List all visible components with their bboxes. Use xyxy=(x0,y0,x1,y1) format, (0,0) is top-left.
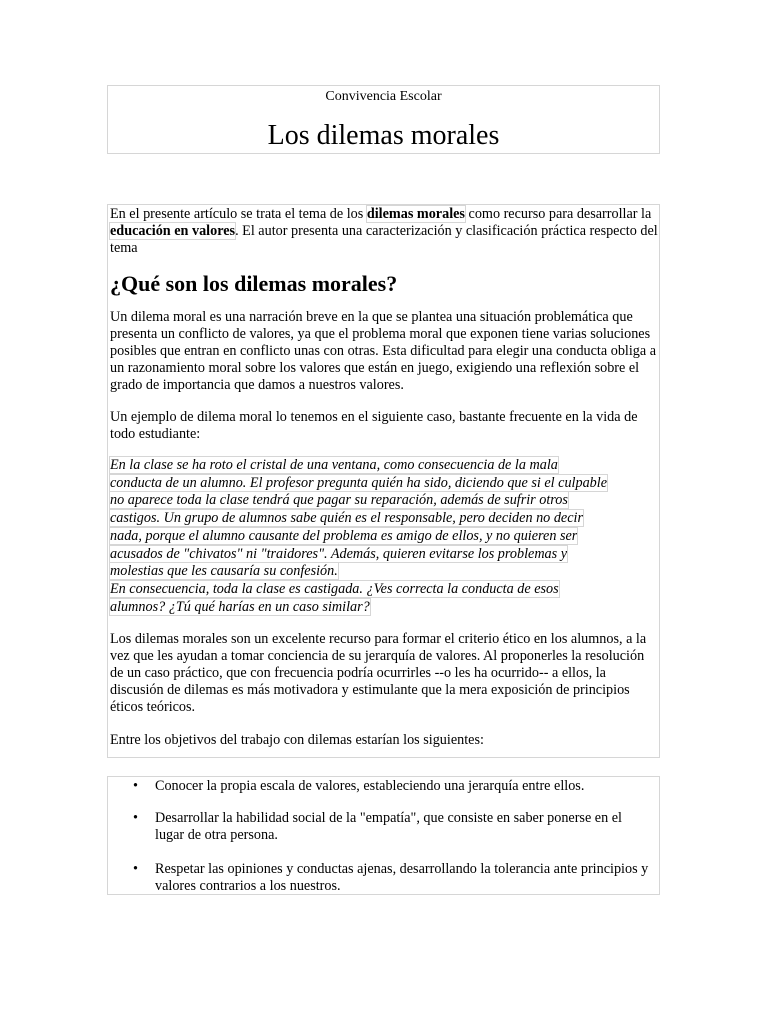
article-box xyxy=(107,204,660,758)
intro-paragraph xyxy=(110,206,658,257)
header-box xyxy=(107,85,660,154)
section-heading: ¿Qué son los dilemas morales? xyxy=(110,271,398,296)
list-item-text: Desarrollar la habilidad social de la "empatía", que consiste en saber ponerse en el lugar de otra persona. xyxy=(155,810,622,843)
section-kicker: Convivencia Escolar xyxy=(325,89,442,104)
benefits-paragraph: Los dilemas morales son un excelente recurso para formar el criterio ético en los alumnos, a la vez que les ayudan a tomar conciencia de su jerarquía de valores. Al proponerles la resolución de un caso práctico, que con frecuencia podría ocurrirles --o les ha ocurrido-- a ellos, la discusión de dilemas es más motivadora y estimulante que la mera exposición de principios éticos teóricos. xyxy=(110,631,647,716)
list-item-text: Respetar las opiniones y conductas ajenas, desarrollando la tolerancia ante principios y valores contrarios a los nuestros. xyxy=(155,861,649,894)
example-line: alumnos? ¿Tú qué harías en un caso similar? xyxy=(110,598,370,615)
example-intro-paragraph: Un ejemplo de dilema moral lo tenemos en el siguiente caso, bastante frecuente en la vida de todo estudiante: xyxy=(110,409,638,442)
list-item-text: Conocer la propia escala de valores, estableciendo una jerarquía entre ellos. xyxy=(155,778,585,794)
page-title: Los dilemas morales xyxy=(267,120,500,151)
bullet-icon: • xyxy=(133,810,138,826)
objectives-intro-paragraph: Entre los objetivos del trabajo con dilemas estarían los siguientes: xyxy=(110,732,484,749)
example-line: En la clase se ha roto el cristal de una ventana, como consecuencia de la mala xyxy=(110,457,558,473)
intro-text-1: En el presente artículo se trata el tema de los xyxy=(110,206,367,222)
example-line: En consecuencia, toda la clase es castigada. ¿Ves correcta la conducta de esos xyxy=(110,580,559,597)
intro-text-2: como recurso para desarrollar la xyxy=(464,206,652,222)
example-line: acusados de "chivatos" ni "traidores". Además, quieren evitarse los problemas y xyxy=(110,545,568,562)
example-quote xyxy=(110,457,658,616)
bullet-icon: • xyxy=(133,778,138,794)
example-line: nada, porque el alumno causante del problema es amigo de ellos, y no quieren ser xyxy=(110,527,578,544)
definition-paragraph: Un dilema moral es una narración breve en la que se plantea una situación problemática que presenta un conflicto de valores, ya que el problema moral que exponen tiene varias soluciones posibles que entran en conflicto unas con otras. Esta dificultad para elegir una conducta obliga a un razonamiento moral sobre los valores que están en juego, exigiendo una reflexión sobre el grado de importancia que damos a nuestros valores. xyxy=(110,309,657,393)
keyword-dilemas-morales: dilemas morales xyxy=(366,206,465,222)
objectives-list-box xyxy=(107,776,660,895)
intro-text-3: . El autor presenta una caracterización y clasificación práctica respecto del tema xyxy=(110,223,658,256)
example-line: molestias que les causaría su confesión. xyxy=(110,563,338,580)
keyword-educacion-en-valores: educación en valores xyxy=(110,223,236,239)
bullet-icon: • xyxy=(133,861,138,877)
example-line: castigos. Un grupo de alumnos sabe quién es el responsable, pero deciden no decir xyxy=(110,510,583,527)
example-line: conducta de un alumno. El profesor pregunta quién ha sido, diciendo que si el culpable xyxy=(110,474,608,491)
example-line: no aparece toda la clase tendrá que pagar su reparación, además de sufrir otros xyxy=(110,492,568,509)
